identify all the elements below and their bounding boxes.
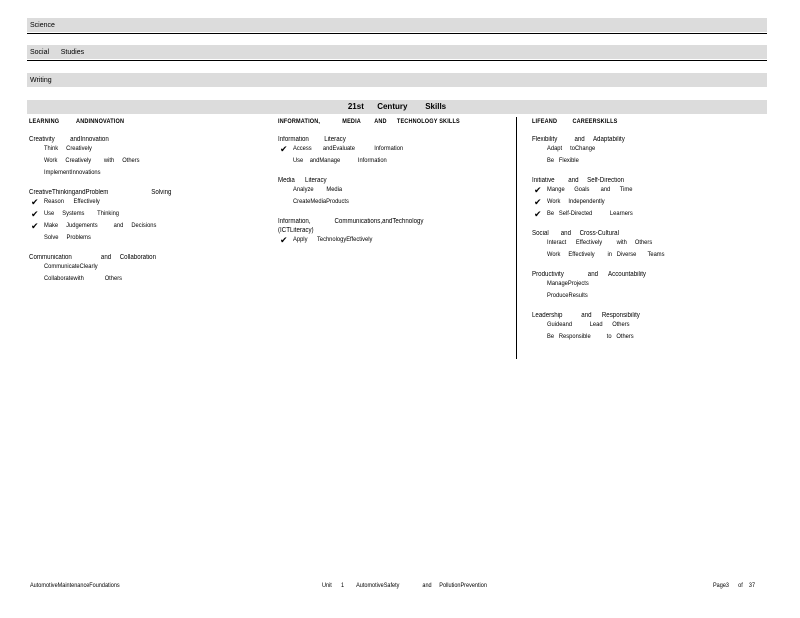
- skill-item-label: Work Creatively with Others: [44, 156, 140, 164]
- subject-bar-social-studies: [27, 45, 767, 59]
- checkmark-icon: ✔: [534, 196, 542, 207]
- footer-left: AutomotiveMaintenanceFoundations: [30, 582, 120, 589]
- subject-label: Social Studies: [30, 48, 85, 56]
- skill-item-label: Make Judgements and Decisions: [44, 221, 157, 229]
- skill-group-title: Social and Cross-Cultural: [532, 229, 619, 237]
- skill-group: [278, 177, 513, 211]
- skill-group: [29, 189, 269, 247]
- skill-item-label: Apply TechnologyEffectively: [293, 235, 373, 243]
- subject-bar-writing: [27, 73, 767, 87]
- skill-item-label: Access andEvaluate Information: [293, 144, 404, 152]
- rule: [27, 60, 767, 61]
- column-heading: LEARNING ANDINNOVATION: [29, 118, 125, 125]
- skill-group-title: Creativity andInnovation: [29, 135, 109, 143]
- skill-item-label: Work Independently: [547, 197, 605, 205]
- skill-group-title: Flexibility and Adaptability: [532, 135, 625, 143]
- skill-item-label: Use andManage Information: [293, 156, 387, 164]
- skill-item: [29, 235, 269, 247]
- skill-item: [532, 334, 767, 346]
- skill-group: [278, 218, 513, 249]
- skill-item: [278, 199, 513, 211]
- skill-item-label: ImplementInnovations: [44, 168, 101, 176]
- checkmark-icon: ✔: [534, 208, 542, 219]
- checkmark-icon: ✔: [31, 196, 39, 207]
- skill-item-label: Solve Problems: [44, 233, 91, 241]
- skill-group-title: Initiative and Self-Direction: [532, 176, 625, 184]
- skill-item: [29, 170, 269, 182]
- skill-item: [29, 276, 269, 288]
- skill-item: [278, 234, 513, 249]
- skill-item: [532, 252, 767, 264]
- skill-item-label: Be Flexible: [547, 156, 579, 164]
- subject-bar-science: [27, 18, 767, 32]
- column-vertical-divider: [516, 117, 517, 359]
- rule: [27, 33, 767, 34]
- skill-group: [29, 136, 269, 182]
- skill-item: [532, 293, 767, 305]
- column-information: [278, 119, 513, 256]
- section-title: 21st Century Skills: [347, 102, 447, 111]
- skill-group-title: Leadership and Responsibility: [532, 311, 640, 319]
- skill-group: [532, 177, 767, 223]
- skill-item-label: Collaboratewith Others: [44, 274, 123, 282]
- footer-right: Page3 of 37: [713, 582, 756, 589]
- section-title-bar: [27, 100, 767, 114]
- skill-item-label: Mange Goals and Time: [547, 185, 633, 193]
- skill-item-label: Adapt toChange: [547, 144, 596, 152]
- skill-item-label: Reason Effectively: [44, 197, 100, 205]
- skill-group: [532, 136, 767, 170]
- checkmark-icon: ✔: [31, 208, 39, 219]
- skill-group: [532, 271, 767, 305]
- checkmark-icon: ✔: [280, 143, 288, 154]
- skill-group-title: Information, Communications,andTechnology: [278, 217, 424, 225]
- checkmark-icon: ✔: [31, 220, 39, 231]
- skill-item-label: Work Effectively in Diverse Teams: [547, 250, 665, 258]
- skill-item-label: Be Responsible to Others: [547, 332, 634, 340]
- skill-item: [532, 208, 767, 223]
- skill-item-label: CommunicateClearly: [44, 262, 98, 270]
- skill-group-title: Productivity and Accountability: [532, 270, 647, 278]
- subject-label: Science: [30, 21, 55, 29]
- skill-group: [532, 230, 767, 264]
- skill-group: [278, 136, 513, 170]
- checkmark-icon: ✔: [534, 184, 542, 195]
- skill-item-label: ProduceResults: [547, 291, 588, 299]
- skill-group-title: Media Literacy: [278, 176, 327, 184]
- column-learning: [29, 119, 269, 295]
- skill-group-title: Communication and Collaboration: [29, 253, 157, 261]
- skill-item-label: CreateMediaProducts: [293, 197, 349, 205]
- skill-item-label: ManageProjects: [547, 279, 589, 287]
- checkmark-icon: ✔: [280, 234, 288, 245]
- column-heading: LIFEAND CAREERSKILLS: [532, 118, 618, 125]
- skill-item: [278, 158, 513, 170]
- skill-item-label: Be Self-Directed Learners: [547, 209, 633, 217]
- skill-item: [532, 158, 767, 170]
- skill-group: [29, 254, 269, 288]
- skill-item-label: Use Systems Thinking: [44, 209, 120, 217]
- skill-group-title: CreativeThinkingandProblem Solving: [29, 188, 172, 196]
- column-heading: INFORMATION, MEDIA AND TECHNOLOGY SKILLS: [278, 118, 460, 125]
- skill-item-label: Interact Effectively with Others: [547, 238, 653, 246]
- column-life-career: [532, 119, 767, 353]
- skill-item-label: Think Creatively: [44, 144, 92, 152]
- skill-item-label: Analyze Media: [293, 185, 343, 193]
- footer-center: Unit 1 AutomotiveSafety and PollutionPrevention: [322, 582, 487, 589]
- skill-group: [532, 312, 767, 346]
- skill-group-title: Information Literacy: [278, 135, 346, 143]
- skill-group-title-line2: (ICTLiteracy): [278, 226, 314, 234]
- subject-label: Writing: [30, 76, 52, 84]
- skill-item-label: Guideand Lead Others: [547, 320, 630, 328]
